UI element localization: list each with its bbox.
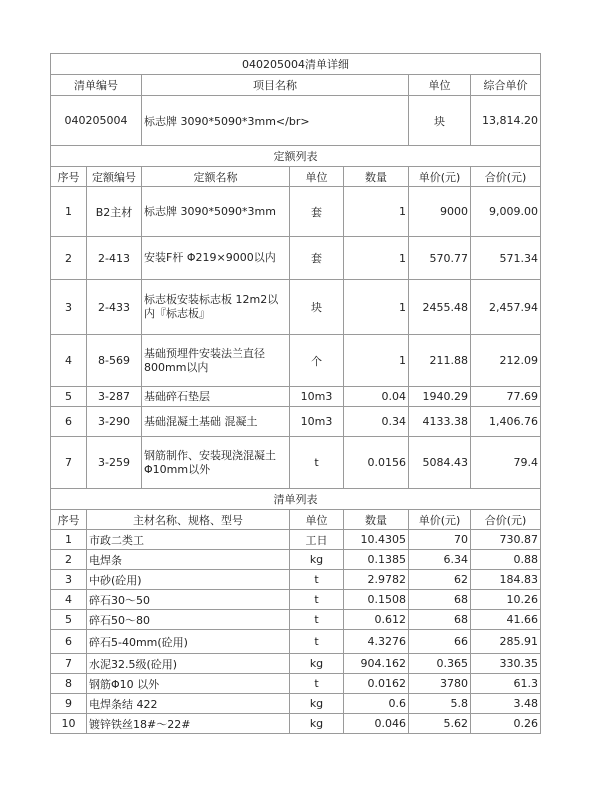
quota-row-total: 571.34 [471, 237, 541, 280]
quota-row-code: 8-569 [87, 335, 142, 387]
material-row-no: 10 [51, 714, 87, 734]
material-row-no: 8 [51, 674, 87, 694]
quota-row-qty: 0.04 [344, 387, 409, 407]
material-row-qty: 0.046 [344, 714, 409, 734]
quota-header-total: 合价(元) [471, 167, 541, 187]
quota-row [51, 280, 541, 335]
materials-header-unit: 单位 [290, 510, 344, 530]
quota-row-no: 3 [51, 280, 87, 335]
material-row-no: 7 [51, 654, 87, 674]
quota-row-qty: 1 [344, 237, 409, 280]
material-row [51, 610, 541, 630]
quota-row-name: 基础预埋件安装法兰直径800mm以内 [142, 335, 290, 387]
material-row [51, 714, 541, 734]
material-row-name: 碎石50～80 [87, 610, 290, 630]
material-row [51, 694, 541, 714]
quota-header-name: 定额名称 [142, 167, 290, 187]
material-row-total: 330.35 [471, 654, 541, 674]
material-row-unit: kg [290, 654, 344, 674]
quota-row-unit: 10m3 [290, 407, 344, 437]
materials-header-no: 序号 [51, 510, 87, 530]
bill-detail-table [50, 53, 541, 734]
quota-row-total: 77.69 [471, 387, 541, 407]
materials-header-name: 主材名称、规格、型号 [87, 510, 290, 530]
material-row-no: 6 [51, 630, 87, 654]
material-row-qty: 0.0162 [344, 674, 409, 694]
quota-row-code: B2主材 [87, 187, 142, 237]
sheet-title: 040205004清单详细 [51, 54, 541, 75]
material-row-total: 285.91 [471, 630, 541, 654]
bill-name: 标志牌 3090*5090*3mm</br> [142, 96, 409, 146]
material-row-unit: t [290, 610, 344, 630]
material-row-name: 钢筋Φ10 以外 [87, 674, 290, 694]
bill-header-code: 清单编号 [51, 75, 142, 96]
quota-row-qty: 1 [344, 187, 409, 237]
material-row-unit: 工日 [290, 530, 344, 550]
quota-row [51, 437, 541, 489]
quota-row [51, 237, 541, 280]
quota-row-price: 5084.43 [409, 437, 471, 489]
quota-header-code: 定额编号 [87, 167, 142, 187]
quota-header-row [51, 167, 541, 187]
material-row-price: 5.62 [409, 714, 471, 734]
quota-rows [51, 187, 541, 489]
quota-row-no: 1 [51, 187, 87, 237]
quota-row-name: 安装F杆 Φ219×9000以内 [142, 237, 290, 280]
material-row [51, 530, 541, 550]
bill-header-unit: 单位 [409, 75, 471, 96]
bill-unit: 块 [409, 96, 471, 146]
material-row-qty: 2.9782 [344, 570, 409, 590]
material-row-qty: 10.4305 [344, 530, 409, 550]
quota-row-no: 7 [51, 437, 87, 489]
bill-header-price: 综合单价 [471, 75, 541, 96]
material-row-no: 9 [51, 694, 87, 714]
quota-row-total: 1,406.76 [471, 407, 541, 437]
quota-header-price: 单价(元) [409, 167, 471, 187]
bill-detail-sheet [50, 53, 540, 734]
bill-price: 13,814.20 [471, 96, 541, 146]
quota-row-name: 基础混凝土基础 混凝土 [142, 407, 290, 437]
bill-header-name: 项目名称 [142, 75, 409, 96]
bill-code: 040205004 [51, 96, 142, 146]
quota-row-unit: 套 [290, 187, 344, 237]
quota-row-price: 4133.38 [409, 407, 471, 437]
material-row-qty: 0.1508 [344, 590, 409, 610]
material-row-unit: kg [290, 714, 344, 734]
material-row [51, 550, 541, 570]
materials-header-row [51, 510, 541, 530]
material-row-price: 62 [409, 570, 471, 590]
quota-row-unit: 块 [290, 280, 344, 335]
quota-row-qty: 0.0156 [344, 437, 409, 489]
quota-row-unit: 10m3 [290, 387, 344, 407]
material-row-total: 0.88 [471, 550, 541, 570]
quota-row-code: 3-290 [87, 407, 142, 437]
material-row-total: 3.48 [471, 694, 541, 714]
material-row-name: 镀锌铁丝18#～22# [87, 714, 290, 734]
material-row-price: 6.34 [409, 550, 471, 570]
material-row-total: 10.26 [471, 590, 541, 610]
quota-row-qty: 1 [344, 335, 409, 387]
quota-header-no: 序号 [51, 167, 87, 187]
material-row-price: 68 [409, 610, 471, 630]
quota-row-total: 2,457.94 [471, 280, 541, 335]
material-row-no: 4 [51, 590, 87, 610]
material-row [51, 570, 541, 590]
material-row-unit: t [290, 674, 344, 694]
quota-row-name: 标志板安装标志板 12m2以内『标志板』 [142, 280, 290, 335]
quota-row-qty: 1 [344, 280, 409, 335]
material-row [51, 590, 541, 610]
quota-row-no: 4 [51, 335, 87, 387]
material-row-price: 66 [409, 630, 471, 654]
bill-row [51, 96, 541, 146]
material-row [51, 630, 541, 654]
quota-row-qty: 0.34 [344, 407, 409, 437]
material-row-name: 电焊条 [87, 550, 290, 570]
material-row-total: 184.83 [471, 570, 541, 590]
quota-row [51, 335, 541, 387]
material-row-qty: 0.1385 [344, 550, 409, 570]
material-row-price: 70 [409, 530, 471, 550]
material-row-qty: 0.6 [344, 694, 409, 714]
materials-section-title: 清单列表 [51, 489, 541, 510]
material-row-name: 中砂(砼用) [87, 570, 290, 590]
quota-section-title: 定额列表 [51, 146, 541, 167]
quota-row [51, 407, 541, 437]
material-row-no: 3 [51, 570, 87, 590]
material-row-no: 1 [51, 530, 87, 550]
quota-row-price: 9000 [409, 187, 471, 237]
material-row [51, 674, 541, 694]
quota-header-unit: 单位 [290, 167, 344, 187]
material-row-qty: 904.162 [344, 654, 409, 674]
material-row-no: 5 [51, 610, 87, 630]
quota-row [51, 187, 541, 237]
material-row-total: 61.3 [471, 674, 541, 694]
material-row-unit: t [290, 590, 344, 610]
material-row-name: 电焊条结 422 [87, 694, 290, 714]
material-row [51, 654, 541, 674]
quota-row [51, 387, 541, 407]
quota-row-total: 79.4 [471, 437, 541, 489]
material-row-unit: kg [290, 550, 344, 570]
quota-header-qty: 数量 [344, 167, 409, 187]
materials-header-total: 合价(元) [471, 510, 541, 530]
quota-row-code: 3-287 [87, 387, 142, 407]
materials-header-price: 单价(元) [409, 510, 471, 530]
bill-header-row [51, 75, 541, 96]
material-row-total: 41.66 [471, 610, 541, 630]
quota-row-no: 2 [51, 237, 87, 280]
material-row-unit: t [290, 570, 344, 590]
quota-row-unit: 个 [290, 335, 344, 387]
quota-row-code: 3-259 [87, 437, 142, 489]
material-row-price: 5.8 [409, 694, 471, 714]
material-row-total: 730.87 [471, 530, 541, 550]
quota-row-unit: 套 [290, 237, 344, 280]
quota-row-price: 1940.29 [409, 387, 471, 407]
material-row-price: 68 [409, 590, 471, 610]
quota-row-code: 2-413 [87, 237, 142, 280]
quota-row-unit: t [290, 437, 344, 489]
quota-row-total: 9,009.00 [471, 187, 541, 237]
material-row-price: 3780 [409, 674, 471, 694]
quota-row-name: 基础碎石垫层 [142, 387, 290, 407]
material-row-qty: 4.3276 [344, 630, 409, 654]
quota-row-name: 钢筋制作、安装现浇混凝土Φ10mm以外 [142, 437, 290, 489]
quota-row-price: 570.77 [409, 237, 471, 280]
quota-row-no: 5 [51, 387, 87, 407]
material-row-price: 0.365 [409, 654, 471, 674]
quota-row-total: 212.09 [471, 335, 541, 387]
quota-row-price: 211.88 [409, 335, 471, 387]
materials-rows [51, 530, 541, 734]
quota-row-code: 2-433 [87, 280, 142, 335]
material-row-name: 水泥32.5级(砼用) [87, 654, 290, 674]
material-row-qty: 0.612 [344, 610, 409, 630]
material-row-unit: kg [290, 694, 344, 714]
quota-row-name: 标志牌 3090*5090*3mm [142, 187, 290, 237]
quota-row-price: 2455.48 [409, 280, 471, 335]
material-row-no: 2 [51, 550, 87, 570]
material-row-name: 碎石5-40mm(砼用) [87, 630, 290, 654]
quota-row-no: 6 [51, 407, 87, 437]
material-row-unit: t [290, 630, 344, 654]
materials-header-qty: 数量 [344, 510, 409, 530]
material-row-total: 0.26 [471, 714, 541, 734]
material-row-name: 市政二类工 [87, 530, 290, 550]
material-row-name: 碎石30～50 [87, 590, 290, 610]
